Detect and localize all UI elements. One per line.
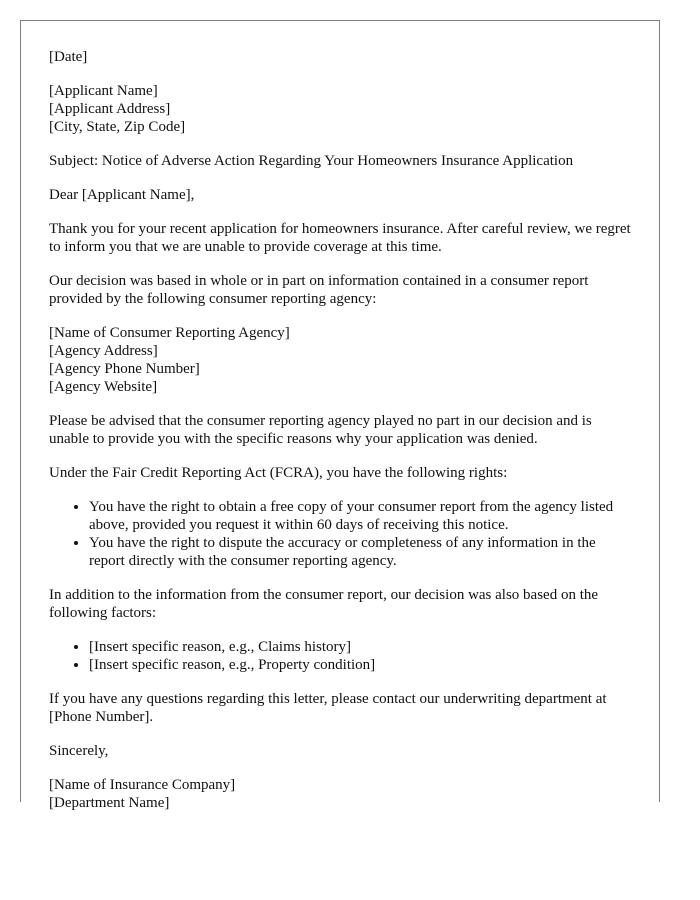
paragraph-agency-note: Please be advised that the consumer reporting agency played no part in our decision and is unable to provide you with the specific reasons why your application was denied. (49, 413, 592, 447)
letter-subject: Subject: Notice of Adverse Action Regarding Your Homeowners Insurance Application (49, 153, 574, 169)
letter-date: [Date] (49, 49, 88, 65)
paragraph-decision-basis: Our decision was based in whole or in part on information contained in a consumer report provided by the following consumer reporting agency: (49, 273, 589, 307)
applicant-city-state-zip: [City, State, Zip Code] (49, 119, 186, 135)
signature-block (49, 776, 631, 812)
paragraph-intro: Thank you for your recent application for homeowners insurance. After careful review, we regret to inform you that we are unable to provide coverage at this time. (49, 221, 631, 255)
agency-website: [Agency Website] (49, 379, 158, 395)
agency-name: [Name of Consumer Reporting Agency] (49, 325, 290, 341)
rights-list (49, 498, 631, 570)
paragraph-contact: If you have any questions regarding this letter, please contact our underwriting department at [Phone Number]. (49, 691, 607, 725)
agency-address: [Agency Address] (49, 343, 158, 359)
letter-page (20, 20, 660, 811)
factors-list-item: • [Insert specific reason, e.g., Property condition] (89, 656, 631, 674)
agency-phone: [Agency Phone Number] (49, 361, 200, 377)
signature-company: [Name of Insurance Company] (49, 777, 236, 793)
rights-list-item: • You have the right to dispute the accuracy or completeness of any information in the report directly with the consumer reporting agency. (89, 534, 631, 570)
signature-department: [Department Name] (49, 795, 170, 811)
agency-info-block (49, 324, 631, 396)
factors-list (49, 638, 631, 674)
factors-list-item: • [Insert specific reason, e.g., Claims history] (89, 638, 631, 656)
letter-closing: Sincerely, (49, 743, 109, 759)
applicant-address: [Applicant Address] (49, 101, 171, 117)
paragraph-additional-factors: In addition to the information from the consumer report, our decision was also based on the following factors: (49, 587, 599, 621)
applicant-name: [Applicant Name] (49, 83, 158, 99)
paragraph-rights-intro: Under the Fair Credit Reporting Act (FCRA), you have the following rights: (49, 465, 508, 481)
rights-list-item: • You have the right to obtain a free copy of your consumer report from the agency listed above, provided you request it within 60 days of receiving this notice. (89, 498, 631, 534)
letter-salutation: Dear [Applicant Name], (49, 187, 195, 203)
applicant-address-block (49, 82, 631, 136)
